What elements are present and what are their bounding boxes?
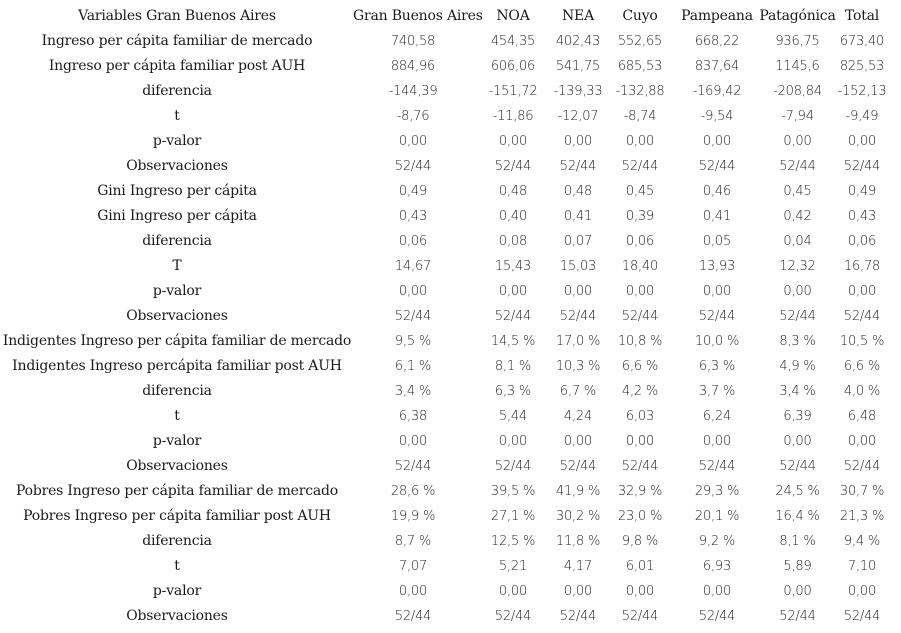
cell-patagonica: 52/44: [779, 609, 816, 624]
cell-patagonica: 24,5 %: [775, 484, 820, 499]
table-row: [0, 254, 901, 279]
cell-gran-buenos-aires: 52/44: [394, 459, 432, 474]
cell-cuyo: 52/44: [621, 459, 659, 474]
cell-cuyo: 18,40: [621, 259, 659, 274]
row-label: Pobres Ingreso per cápita familiar post AUH: [23, 508, 331, 524]
table-row: [0, 454, 901, 479]
cell-nea: 17,0 %: [555, 334, 601, 349]
cell-pampeana: 6,24: [702, 409, 732, 424]
header-patagonica: Patagónica: [759, 8, 836, 24]
cell-total: 0,43: [847, 209, 877, 224]
table-row: [0, 104, 901, 129]
cell-cuyo: 0,06: [625, 234, 655, 249]
cell-pampeana: 0,00: [702, 134, 732, 149]
cell-pampeana: 52/44: [698, 159, 736, 174]
cell-cuyo: 23,0 %: [617, 509, 663, 524]
table-row: [0, 204, 901, 229]
cell-nea: 402,43: [555, 34, 601, 49]
cell-nea: -139,33: [553, 84, 603, 99]
cell-nea: -12,07: [557, 109, 599, 124]
cell-gran-buenos-aires: 6,1 %: [394, 359, 432, 374]
cell-cuyo: 6,6 %: [621, 359, 659, 374]
cell-cuyo: 685,53: [617, 59, 663, 74]
cell-total: 52/44: [843, 609, 881, 624]
table-row: [0, 429, 901, 454]
cell-noa: 27,1 %: [490, 509, 536, 524]
cell-patagonica: 52/44: [779, 159, 816, 174]
cell-cuyo: 32,9 %: [617, 484, 663, 499]
cell-nea: 41,9 %: [555, 484, 601, 499]
table-header-row: [0, 4, 901, 29]
cell-gran-buenos-aires: -8,76: [396, 109, 430, 124]
cell-pampeana: 20,1 %: [694, 509, 740, 524]
cell-total: 0,00: [847, 134, 877, 149]
cell-cuyo: 0,00: [625, 134, 655, 149]
header-noa: NOA: [496, 8, 530, 24]
cell-cuyo: 52/44: [621, 159, 659, 174]
cell-noa: -11,86: [492, 109, 534, 124]
cell-total: 4,0 %: [843, 384, 881, 399]
cell-pampeana: 52/44: [698, 309, 736, 324]
cell-gran-buenos-aires: 28,6 %: [390, 484, 436, 499]
cell-noa: 0,40: [498, 209, 528, 224]
cell-total: 673,40: [839, 34, 885, 49]
cell-total: -152,13: [837, 84, 887, 99]
cell-total: 52/44: [843, 459, 881, 474]
table-row: [0, 404, 901, 429]
cell-patagonica: 3,4 %: [779, 384, 816, 399]
table-row: [0, 604, 901, 629]
cell-noa: 14,5 %: [490, 334, 536, 349]
cell-total: 10,5 %: [839, 334, 885, 349]
cell-total: 6,6 %: [843, 359, 881, 374]
cell-noa: 6,3 %: [494, 384, 532, 399]
cell-noa: 52/44: [494, 309, 532, 324]
row-label: t: [174, 108, 180, 124]
cell-noa: 52/44: [494, 159, 532, 174]
cell-patagonica: 8,3 %: [779, 334, 816, 349]
cell-noa: 5,44: [498, 409, 528, 424]
cell-cuyo: -132,88: [615, 84, 665, 99]
row-label: diferencia: [142, 83, 212, 99]
cell-patagonica: 4,9 %: [779, 359, 816, 374]
cell-cuyo: 52/44: [621, 609, 659, 624]
cell-nea: 52/44: [559, 309, 597, 324]
row-label: Indigentes Ingreso per cápita familiar de mercado: [2, 333, 352, 349]
cell-total: 6,48: [847, 409, 877, 424]
cell-gran-buenos-aires: 0,00: [398, 134, 428, 149]
row-label: Gini Ingreso per cápita: [97, 208, 257, 224]
cell-pampeana: 13,93: [698, 259, 736, 274]
cell-total: 52/44: [843, 309, 881, 324]
cell-total: 0,06: [847, 234, 877, 249]
cell-nea: 6,7 %: [559, 384, 597, 399]
header-pampeana: Pampeana: [681, 8, 753, 24]
cell-nea: 30,2 %: [555, 509, 601, 524]
row-label: p-valor: [152, 283, 202, 299]
cell-total: 52/44: [843, 159, 881, 174]
cell-patagonica: 0,04: [783, 234, 812, 249]
cell-patagonica: 0,42: [783, 209, 812, 224]
table-row: [0, 279, 901, 304]
cell-pampeana: 0,00: [702, 434, 732, 449]
header-total: Total: [844, 8, 880, 24]
table-row: [0, 179, 901, 204]
cell-patagonica: 0,00: [783, 584, 812, 599]
cell-nea: 0,00: [563, 584, 593, 599]
cell-gran-buenos-aires: 0,00: [398, 434, 428, 449]
cell-total: 21,3 %: [839, 509, 885, 524]
table-row: [0, 504, 901, 529]
cell-pampeana: 837,64: [694, 59, 740, 74]
cell-gran-buenos-aires: 52/44: [394, 309, 432, 324]
cell-gran-buenos-aires: 0,06: [398, 234, 428, 249]
table-row: [0, 479, 901, 504]
cell-cuyo: 6,01: [625, 559, 655, 574]
row-label: T: [172, 258, 182, 274]
cell-nea: 541,75: [555, 59, 601, 74]
cell-nea: 0,48: [563, 184, 593, 199]
regional-statistics-table: [0, 4, 901, 629]
cell-nea: 10,3 %: [555, 359, 601, 374]
table-row: [0, 54, 901, 79]
cell-patagonica: 0,00: [783, 434, 812, 449]
cell-noa: 606,06: [490, 59, 536, 74]
row-label: Observaciones: [126, 158, 228, 174]
cell-patagonica: 52/44: [779, 459, 816, 474]
cell-cuyo: 0,45: [625, 184, 655, 199]
cell-gran-buenos-aires: 52/44: [394, 609, 432, 624]
cell-nea: 4,24: [563, 409, 593, 424]
cell-cuyo: 9,8 %: [621, 534, 659, 549]
table-row: [0, 304, 901, 329]
cell-gran-buenos-aires: 52/44: [394, 159, 432, 174]
cell-nea: 52/44: [559, 459, 597, 474]
cell-noa: 0,00: [498, 284, 528, 299]
cell-total: 7,10: [847, 559, 877, 574]
cell-cuyo: 552,65: [617, 34, 663, 49]
cell-total: 0,49: [847, 184, 877, 199]
cell-gran-buenos-aires: 0,00: [398, 584, 428, 599]
cell-nea: 11,8 %: [555, 534, 601, 549]
row-label: diferencia: [142, 233, 212, 249]
cell-total: 16,78: [843, 259, 881, 274]
cell-patagonica: 52/44: [779, 309, 816, 324]
cell-patagonica: 5,89: [783, 559, 812, 574]
cell-pampeana: 0,05: [702, 234, 732, 249]
cell-noa: 39,5 %: [490, 484, 536, 499]
cell-patagonica: 12,32: [779, 259, 816, 274]
row-label: Observaciones: [126, 308, 228, 324]
cell-noa: 12,5 %: [490, 534, 536, 549]
cell-gran-buenos-aires: 0,49: [398, 184, 428, 199]
cell-gran-buenos-aires: -144,39: [388, 84, 438, 99]
cell-total: 825,53: [839, 59, 885, 74]
cell-pampeana: 0,46: [702, 184, 732, 199]
row-label: Ingreso per cápita familiar post AUH: [48, 58, 306, 74]
cell-pampeana: 3,7 %: [698, 384, 736, 399]
cell-cuyo: 0,00: [625, 434, 655, 449]
cell-total: -9,49: [845, 109, 879, 124]
cell-nea: 15,03: [559, 259, 597, 274]
cell-cuyo: 10,8 %: [617, 334, 663, 349]
cell-gran-buenos-aires: 884,96: [390, 59, 436, 74]
cell-patagonica: -7,94: [781, 109, 814, 124]
table-row: [0, 129, 901, 154]
cell-cuyo: -8,74: [623, 109, 657, 124]
cell-cuyo: 0,00: [625, 284, 655, 299]
row-label: Observaciones: [126, 608, 228, 624]
table-row: [0, 29, 901, 54]
cell-nea: 0,00: [563, 284, 593, 299]
cell-total: 0,00: [847, 584, 877, 599]
row-label: p-valor: [152, 133, 202, 149]
cell-total: 0,00: [847, 434, 877, 449]
cell-gran-buenos-aires: 14,67: [394, 259, 432, 274]
header-nea: NEA: [562, 8, 594, 24]
cell-pampeana: 29,3 %: [694, 484, 740, 499]
cell-pampeana: 10,0 %: [694, 334, 740, 349]
cell-noa: 5,21: [498, 559, 528, 574]
row-label: p-valor: [152, 583, 202, 599]
cell-gran-buenos-aires: 6,38: [398, 409, 428, 424]
row-label: p-valor: [152, 433, 202, 449]
cell-cuyo: 0,39: [625, 209, 655, 224]
cell-noa: 15,43: [494, 259, 532, 274]
row-label: diferencia: [142, 533, 212, 549]
cell-pampeana: 6,3 %: [698, 359, 736, 374]
cell-pampeana: 668,22: [694, 34, 740, 49]
cell-pampeana: 0,00: [702, 584, 732, 599]
row-label: Ingreso per cápita familiar de mercado: [41, 33, 313, 49]
row-label: Indigentes Ingreso percápita familiar post AUH: [12, 358, 342, 374]
cell-pampeana: 6,93: [702, 559, 732, 574]
cell-patagonica: 6,39: [783, 409, 812, 424]
cell-pampeana: -9,54: [700, 109, 734, 124]
cell-patagonica: 936,75: [775, 34, 820, 49]
cell-total: 9,4 %: [843, 534, 881, 549]
cell-cuyo: 4,2 %: [621, 384, 659, 399]
row-label: Gini Ingreso per cápita: [97, 183, 257, 199]
cell-patagonica: -208,84: [773, 84, 822, 99]
cell-gran-buenos-aires: 740,58: [390, 34, 436, 49]
row-label: Observaciones: [126, 458, 228, 474]
table-row: [0, 379, 901, 404]
cell-patagonica: 8,1 %: [779, 534, 816, 549]
cell-total: 30,7 %: [839, 484, 885, 499]
cell-noa: 8,1 %: [494, 359, 532, 374]
cell-gran-buenos-aires: 9,5 %: [394, 334, 432, 349]
cell-noa: 0,48: [498, 184, 528, 199]
cell-cuyo: 0,00: [625, 584, 655, 599]
cell-noa: 454,35: [490, 34, 536, 49]
cell-gran-buenos-aires: 0,43: [398, 209, 428, 224]
cell-noa: 52/44: [494, 459, 532, 474]
cell-gran-buenos-aires: 7,07: [398, 559, 428, 574]
table-row: [0, 579, 901, 604]
cell-gran-buenos-aires: 19,9 %: [390, 509, 436, 524]
cell-nea: 4,17: [563, 559, 593, 574]
table-row: [0, 529, 901, 554]
cell-nea: 0,41: [563, 209, 593, 224]
header-variables: Variables Gran Buenos Aires: [78, 8, 276, 24]
row-label: t: [174, 408, 180, 424]
cell-pampeana: 0,41: [702, 209, 732, 224]
cell-noa: 0,00: [498, 584, 528, 599]
cell-patagonica: 0,00: [783, 284, 812, 299]
cell-pampeana: 52/44: [698, 609, 736, 624]
cell-total: 0,00: [847, 284, 877, 299]
table-row: [0, 354, 901, 379]
cell-gran-buenos-aires: 8,7 %: [394, 534, 432, 549]
table-body: [0, 29, 901, 629]
cell-pampeana: 0,00: [702, 284, 732, 299]
cell-noa: 52/44: [494, 609, 532, 624]
cell-nea: 52/44: [559, 159, 597, 174]
row-label: Pobres Ingreso per cápita familiar de mercado: [15, 483, 339, 499]
cell-noa: -151,72: [488, 84, 538, 99]
cell-noa: 0,00: [498, 434, 528, 449]
cell-pampeana: 9,2 %: [698, 534, 736, 549]
header-gran-buenos-aires: Gran Buenos Aires: [353, 8, 483, 24]
cell-cuyo: 52/44: [621, 309, 659, 324]
cell-pampeana: -169,42: [692, 84, 742, 99]
cell-gran-buenos-aires: 3,4 %: [394, 384, 432, 399]
cell-noa: 0,08: [498, 234, 528, 249]
header-cuyo: Cuyo: [622, 8, 658, 24]
cell-nea: 0,07: [563, 234, 593, 249]
cell-patagonica: 16,4 %: [775, 509, 820, 524]
row-label: t: [174, 558, 180, 574]
cell-cuyo: 6,03: [625, 409, 655, 424]
cell-patagonica: 0,45: [783, 184, 812, 199]
table-row: [0, 329, 901, 354]
cell-patagonica: 0,00: [783, 134, 812, 149]
cell-nea: 0,00: [563, 434, 593, 449]
cell-nea: 0,00: [563, 134, 593, 149]
cell-pampeana: 52/44: [698, 459, 736, 474]
table-row: [0, 554, 901, 579]
row-label: diferencia: [142, 383, 212, 399]
cell-patagonica: 1145,6: [775, 59, 820, 74]
table-row: [0, 79, 901, 104]
cell-nea: 52/44: [559, 609, 597, 624]
cell-noa: 0,00: [498, 134, 528, 149]
table-row: [0, 229, 901, 254]
cell-gran-buenos-aires: 0,00: [398, 284, 428, 299]
table-row: [0, 154, 901, 179]
